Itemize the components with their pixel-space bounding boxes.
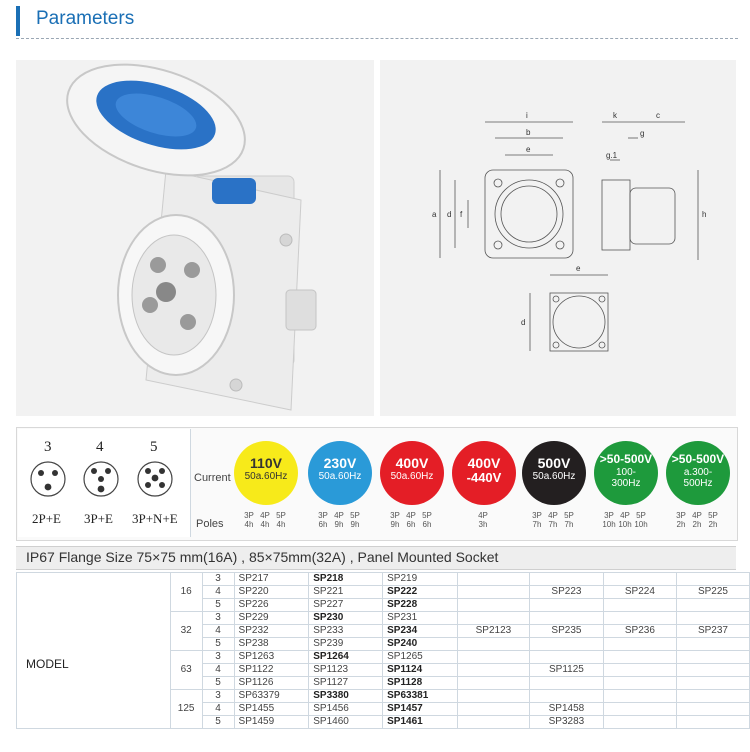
pole-spec: [674, 511, 688, 529]
label-i: i: [526, 111, 528, 120]
model-code-cell: [530, 599, 604, 612]
model-code-cell: [676, 612, 749, 625]
cutout-circle: [553, 296, 605, 348]
model-code-cell: SP217: [234, 573, 309, 586]
model-code-cell: [676, 638, 749, 651]
label-e: e: [526, 145, 531, 154]
model-code-cell: SP1122: [234, 664, 309, 677]
current-label: Current: [194, 472, 231, 484]
pole-count: 3P: [244, 511, 254, 520]
section-title: Parameters: [36, 8, 135, 29]
voltage-frequency: 50a.60Hz: [390, 471, 434, 482]
pole-hour: 6h: [422, 520, 432, 529]
pole-hour: 2h: [676, 520, 686, 529]
pole-hour: 2h: [708, 520, 718, 529]
pin-label-5: 3P+N+E: [132, 511, 178, 526]
pole-count: 4P: [620, 511, 630, 520]
model-code-cell: [603, 716, 676, 729]
pole-count: 3P: [532, 511, 542, 520]
model-code-cell: [530, 690, 604, 703]
pole-count: 3P: [604, 511, 614, 520]
model-code-cell: SP3380: [309, 690, 383, 703]
front-inner-circle: [501, 186, 557, 242]
model-code-cell: SP238: [234, 638, 309, 651]
pole-hour: 4h: [244, 520, 254, 529]
model-code-cell: [676, 573, 749, 586]
pole-spec: [316, 511, 330, 529]
label-g1: g.1: [606, 151, 618, 160]
voltage-frequency: 50a.60Hz: [532, 471, 576, 482]
pole-hour: 6h: [406, 520, 416, 529]
pole-spec: [274, 511, 288, 529]
pole-count: 5P: [708, 511, 718, 520]
amp-cell: 16: [170, 573, 202, 612]
cutout-hole: [553, 296, 559, 302]
voltage-badge: [522, 441, 586, 505]
socket-illustration: [16, 60, 374, 416]
pole-hour: 10h: [602, 520, 616, 529]
amp-cell: 32: [170, 612, 202, 651]
model-code-cell: SP1457: [383, 703, 458, 716]
pole-cell: 5: [202, 599, 234, 612]
label-h: h: [702, 210, 707, 219]
pole-cell: 3: [202, 573, 234, 586]
pin-label-4: 3P+E: [84, 511, 114, 526]
voltage-badge: [380, 441, 444, 505]
pole-hour: 2h: [692, 520, 702, 529]
model-code-cell: [530, 573, 604, 586]
pole-spec: [602, 511, 616, 529]
model-code-cell: SP239: [309, 638, 383, 651]
model-code-cell: [457, 690, 529, 703]
model-code-cell: SP231: [383, 612, 458, 625]
model-code-cell: SP220: [234, 586, 309, 599]
model-code-cell: SP63381: [383, 690, 458, 703]
model-code-cell: [530, 612, 604, 625]
voltage-badge: [308, 441, 372, 505]
voltage-value: >50-500V: [599, 452, 653, 466]
header-accent-bar: [16, 6, 20, 36]
label-k: k: [613, 111, 617, 120]
pole-spec: [348, 511, 362, 529]
model-code-cell: [530, 651, 604, 664]
pole-spec: [388, 511, 402, 529]
model-code-cell: SP227: [309, 599, 383, 612]
label-f: f: [460, 210, 463, 219]
cutout-hole: [599, 296, 605, 302]
voltage-value: 400V: [467, 455, 501, 471]
model-code-cell: SP1264: [309, 651, 383, 664]
voltage-value: 230V: [323, 455, 357, 471]
model-code-cell: SP1458: [530, 703, 604, 716]
model-code-cell: SP232: [234, 625, 309, 638]
pole-hour: 9h: [350, 520, 360, 529]
model-code-cell: [457, 677, 529, 690]
pole-spec: [404, 511, 418, 529]
section-header: [0, 0, 750, 44]
rear-gland: [286, 290, 316, 330]
header-divider: [16, 38, 738, 39]
model-code-cell: [457, 586, 529, 599]
voltage-badge: [594, 441, 658, 505]
model-code-cell: [603, 599, 676, 612]
pole-spec: [242, 511, 256, 529]
pole-hour: 9h: [334, 520, 344, 529]
pole-count: 5P: [636, 511, 646, 520]
label-d: d: [447, 210, 452, 219]
pin-count-4: 4: [96, 439, 104, 455]
pole-hour: 10h: [618, 520, 632, 529]
model-code-cell: [457, 612, 529, 625]
model-code-cell: [676, 599, 749, 612]
cutout-hole: [599, 342, 605, 348]
pole-count: 5P: [276, 511, 286, 520]
model-code-cell: [603, 703, 676, 716]
voltage-frequency: -440V: [466, 470, 502, 485]
pole-count: 4P: [334, 511, 344, 520]
pole-cell: 4: [202, 664, 234, 677]
model-code-cell: [530, 638, 604, 651]
model-code-cell: SP1125: [530, 664, 604, 677]
model-code-cell: [457, 664, 529, 677]
model-code-cell: SP233: [309, 625, 383, 638]
pole-cell: 3: [202, 612, 234, 625]
model-code-cell: SP1126: [234, 677, 309, 690]
pin-hole: [184, 262, 200, 278]
pin-count-3: 3: [44, 439, 52, 455]
front-hole: [494, 179, 502, 187]
model-code-cell: SP235: [530, 625, 604, 638]
pole-spec: [476, 511, 490, 529]
product-photo: [16, 60, 374, 416]
label-e2: e: [576, 264, 581, 273]
pin-hole: [142, 297, 158, 313]
pole-spec: [706, 511, 720, 529]
model-code-cell: SP1123: [309, 664, 383, 677]
model-code-cell: SP224: [603, 586, 676, 599]
pin-hole: [150, 257, 166, 273]
model-code-cell: SP228: [383, 599, 458, 612]
pole-cell: 5: [202, 716, 234, 729]
cutout-square: [550, 293, 608, 351]
label-a: a: [432, 210, 437, 219]
pole-spec: [420, 511, 434, 529]
pole-cell: 5: [202, 677, 234, 690]
technical-drawing: [380, 60, 736, 416]
model-code-cell: SP230: [309, 612, 383, 625]
model-code-cell: SP1456: [309, 703, 383, 716]
model-code-cell: SP240: [383, 638, 458, 651]
pole-cell: 4: [202, 703, 234, 716]
model-code-cell: SP223: [530, 586, 604, 599]
pole-spec: [634, 511, 648, 529]
pin-label-3: 2P+E: [32, 511, 62, 526]
model-code-cell: [457, 573, 529, 586]
pin-count-5: 5: [150, 439, 158, 455]
model-code-cell: SP237: [676, 625, 749, 638]
model-code-cell: SP225: [676, 586, 749, 599]
model-code-cell: SP218: [309, 573, 383, 586]
front-circle: [495, 180, 563, 248]
pole-hour: 4h: [276, 520, 286, 529]
pole-count: 5P: [564, 511, 574, 520]
front-flange: [485, 170, 573, 258]
pole-spec: [258, 511, 272, 529]
model-code-cell: SP1263: [234, 651, 309, 664]
model-code-cell: SP226: [234, 599, 309, 612]
pole-cell: 3: [202, 690, 234, 703]
voltage-value: 500V: [537, 455, 571, 471]
model-code-cell: [457, 599, 529, 612]
model-code-cell: [603, 677, 676, 690]
pole-spec: [546, 511, 560, 529]
pole-spec: [530, 511, 544, 529]
pole-count: 3P: [318, 511, 328, 520]
model-code-cell: SP1124: [383, 664, 458, 677]
model-code-cell: [676, 664, 749, 677]
model-code-cell: SP236: [603, 625, 676, 638]
pole-hour: 9h: [390, 520, 400, 529]
pole-hour: 7h: [548, 520, 558, 529]
model-code-cell: SP1128: [383, 677, 458, 690]
pole-hour: 7h: [532, 520, 542, 529]
pole-cell: 5: [202, 638, 234, 651]
pole-count: 4P: [406, 511, 416, 520]
front-hole: [494, 241, 502, 249]
pole-spec: [690, 511, 704, 529]
model-cell: [17, 573, 171, 729]
table-row: [17, 573, 750, 586]
model-code-cell: SP3283: [530, 716, 604, 729]
model-table: [16, 572, 750, 729]
model-code-cell: [457, 651, 529, 664]
model-code-cell: [457, 703, 529, 716]
model-code-cell: SP1455: [234, 703, 309, 716]
pole-count: 5P: [350, 511, 360, 520]
pin-diagram-3: [31, 462, 65, 496]
model-code-cell: [676, 703, 749, 716]
model-code-cell: SP1460: [309, 716, 383, 729]
pole-spec: [562, 511, 576, 529]
pole-count: 4P: [260, 511, 270, 520]
pin-hole: [156, 282, 176, 302]
model-code-cell: SP229: [234, 612, 309, 625]
spec-divider: [190, 429, 191, 537]
model-label: MODEL: [26, 657, 69, 671]
pole-count: 4P: [478, 511, 488, 520]
poles-label: Poles: [196, 518, 224, 530]
label-c: c: [656, 111, 660, 120]
voltage-value: 400V: [395, 455, 429, 471]
voltage-badge: [234, 441, 298, 505]
model-code-cell: [603, 690, 676, 703]
voltage-frequency: 50a.60Hz: [318, 471, 362, 482]
pole-cell: 4: [202, 625, 234, 638]
pole-hour: 10h: [634, 520, 648, 529]
pole-count: 4P: [692, 511, 702, 520]
pole-count: 4P: [548, 511, 558, 520]
model-code-cell: [676, 651, 749, 664]
model-code-cell: [603, 651, 676, 664]
model-code-cell: [530, 677, 604, 690]
model-code-cell: [603, 664, 676, 677]
model-code-cell: SP2123: [457, 625, 529, 638]
model-code-cell: [603, 612, 676, 625]
model-code-cell: SP222: [383, 586, 458, 599]
hinge: [212, 178, 256, 204]
voltage-value: 110V: [250, 455, 282, 471]
pole-hour: 6h: [318, 520, 328, 529]
model-code-cell: [457, 638, 529, 651]
side-flange: [602, 180, 630, 250]
model-code-cell: SP221: [309, 586, 383, 599]
pole-spec: [618, 511, 632, 529]
pole-hour: 4h: [260, 520, 270, 529]
front-hole: [556, 241, 564, 249]
voltage-frequency: 50a.60Hz: [244, 471, 288, 482]
model-code-cell: SP63379: [234, 690, 309, 703]
pin-diagrams: [18, 457, 190, 507]
model-code-cell: SP1265: [383, 651, 458, 664]
pole-hour: 3h: [478, 520, 488, 529]
table-subtitle: IP67 Flange Size 75×75 mm(16A) , 85×75mm(32A) , Panel Mounted Socket: [26, 549, 499, 565]
model-code-cell: [603, 573, 676, 586]
pole-hour: 7h: [564, 520, 574, 529]
voltage-value: >50-500V: [671, 452, 725, 466]
model-code-cell: [676, 716, 749, 729]
model-code-cell: SP1127: [309, 677, 383, 690]
model-code-cell: SP1459: [234, 716, 309, 729]
pole-count: 3P: [390, 511, 400, 520]
model-code-cell: SP1461: [383, 716, 458, 729]
amp-cell: 125: [170, 690, 202, 729]
model-code-cell: SP234: [383, 625, 458, 638]
pole-cell: 4: [202, 586, 234, 599]
pole-cell: 3: [202, 651, 234, 664]
cutout-hole: [553, 342, 559, 348]
label-b: b: [526, 128, 531, 137]
dimension-drawing: [380, 60, 736, 416]
voltage-frequency: 100-300Hz: [611, 467, 641, 489]
voltage-frequency: a.300-500Hz: [683, 467, 713, 489]
pole-spec: [332, 511, 346, 529]
screw-hole: [230, 379, 242, 391]
screw-hole: [280, 234, 292, 246]
model-code-cell: [457, 716, 529, 729]
amp-cell: 63: [170, 651, 202, 690]
model-code-cell: [676, 690, 749, 703]
model-code-cell: [676, 677, 749, 690]
label-g: g: [640, 129, 645, 138]
pole-count: 3P: [676, 511, 686, 520]
side-body: [630, 188, 675, 244]
label-d2: d: [521, 318, 526, 327]
pin-config-box: [18, 429, 190, 537]
model-code-cell: SP219: [383, 573, 458, 586]
pin-hole: [180, 314, 196, 330]
pole-count: 5P: [422, 511, 432, 520]
model-code-cell: [603, 638, 676, 651]
front-hole: [556, 179, 564, 187]
voltage-badge: [666, 441, 730, 505]
voltage-badge: [452, 441, 516, 505]
